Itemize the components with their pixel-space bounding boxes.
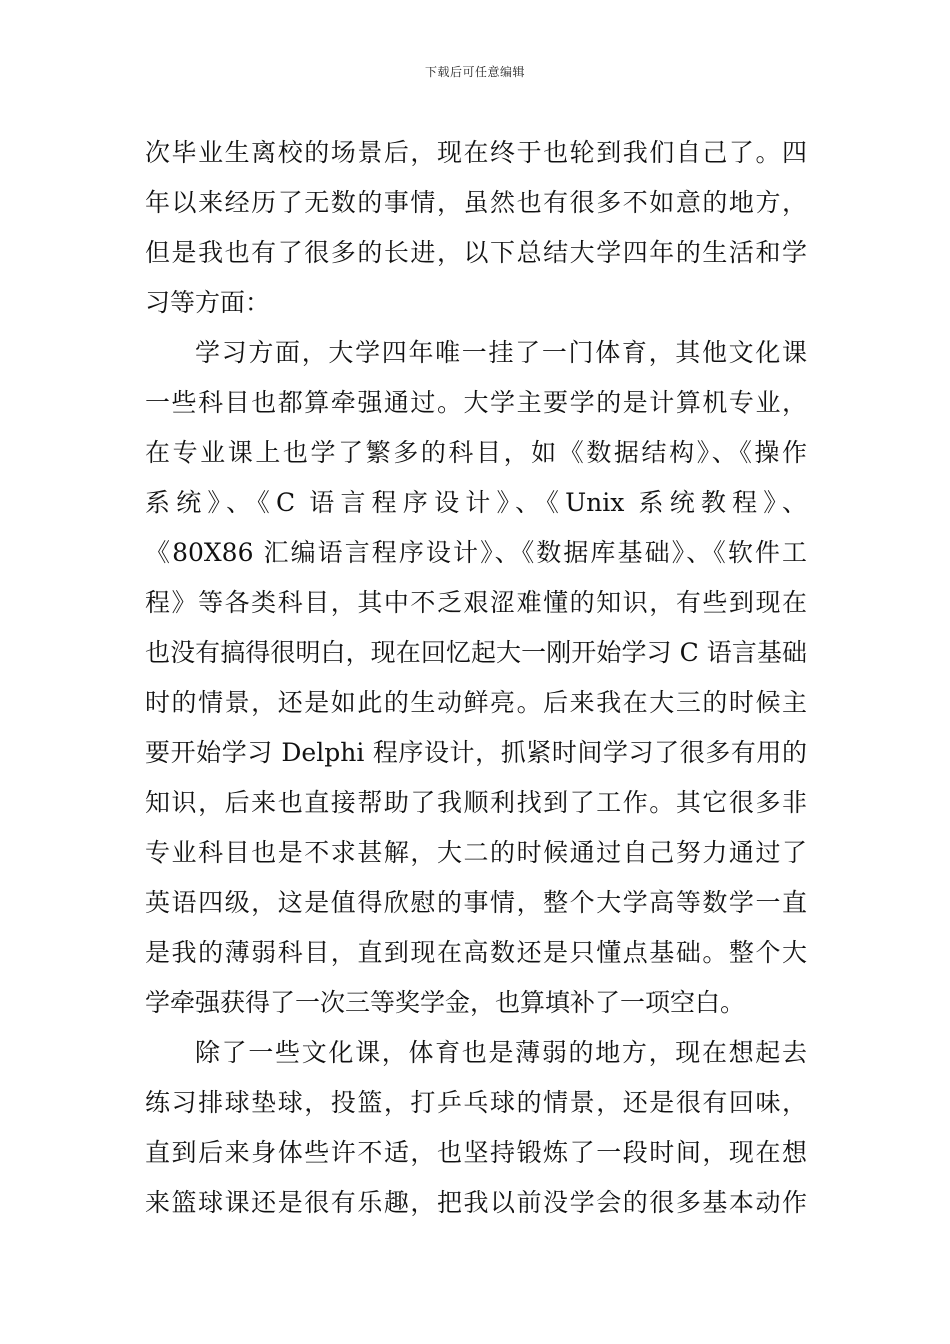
text-line: 习等方面： bbox=[145, 288, 271, 317]
text-line: 程》等各类科目，其中不乏艰涩难懂的知识，有些到现在 bbox=[145, 588, 807, 617]
text-line: 要开始学习 Delphi 程序设计，抓紧时间学习了很多有用的 bbox=[145, 738, 807, 767]
text-line: 但是我也有了很多的长进，以下总结大学四年的生活和学 bbox=[145, 238, 807, 267]
text-line: 专业科目也是不求甚解，大二的时候通过自己努力通过了 bbox=[145, 838, 807, 867]
text-line: 学习方面，大学四年唯一挂了一门体育，其他文化课 bbox=[195, 338, 807, 367]
text-line: 年以来经历了无数的事情，虽然也有很多不如意的地方， bbox=[145, 188, 807, 217]
text-line: 系统》、《C 语言程序设计》、《Unix 系统教程》、 bbox=[145, 488, 807, 517]
paragraph bbox=[145, 128, 807, 328]
page-header-caption: 下载后可任意编辑 bbox=[424, 65, 525, 79]
text-line: 英语四级，这是值得欣慰的事情，整个大学高等数学一直 bbox=[145, 888, 807, 917]
text-line: 练习排球垫球，投篮，打乒乓球的情景，还是很有回味， bbox=[145, 1088, 807, 1117]
text-line: 一些科目也都算牵强通过。大学主要学的是计算机专业， bbox=[145, 388, 807, 417]
text-line: 学牵强获得了一次三等奖学金，也算填补了一项空白。 bbox=[145, 988, 746, 1017]
text-line: 时的情景，还是如此的生动鲜亮。后来我在大三的时候主 bbox=[145, 688, 807, 717]
text-line: 也没有搞得很明白，现在回忆起大一刚开始学习 C 语言基础 bbox=[145, 638, 807, 667]
text-line: 次毕业生离校的场景后，现在终于也轮到我们自己了。四 bbox=[145, 138, 807, 167]
paragraph bbox=[145, 328, 807, 1028]
text-line: 《80X86 汇编语言程序设计》、《数据库基础》、《软件工 bbox=[145, 538, 807, 567]
document-body bbox=[145, 128, 807, 1228]
text-line: 在专业课上也学了繁多的科目，如《数据结构》、《操作 bbox=[145, 438, 807, 467]
text-line: 知识，后来也直接帮助了我顺利找到了工作。其它很多非 bbox=[145, 788, 807, 817]
text-line: 直到后来身体些许不适，也坚持锻炼了一段时间，现在想 bbox=[145, 1138, 807, 1167]
paragraph bbox=[145, 1028, 807, 1228]
text-line: 除了一些文化课，体育也是薄弱的地方，现在想起去 bbox=[195, 1038, 807, 1067]
text-line: 是我的薄弱科目，直到现在高数还是只懂点基础。整个大 bbox=[145, 938, 807, 967]
text-line: 来篮球课还是很有乐趣，把我以前没学会的很多基本动作 bbox=[145, 1188, 807, 1217]
